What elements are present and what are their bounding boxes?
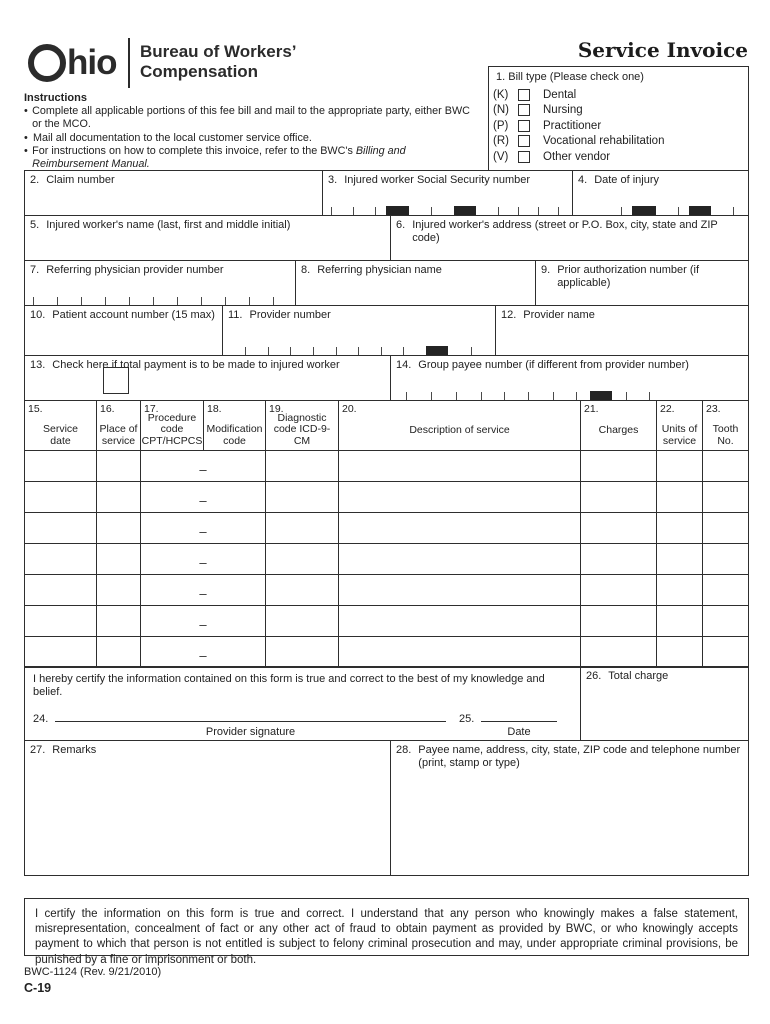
diagnostic-code-cell[interactable] bbox=[265, 512, 339, 544]
col-header-description: 20. Description of service bbox=[338, 400, 581, 451]
form-code: C-19 bbox=[24, 981, 52, 995]
referring-physician-name-field[interactable]: 8. Referring physician name bbox=[295, 260, 536, 306]
service-line-row bbox=[24, 605, 749, 637]
service-date-cell[interactable] bbox=[24, 605, 97, 637]
col-header-service-date: 15. Service date bbox=[24, 400, 97, 451]
col-header-place-of-service: 16. Place of service bbox=[96, 400, 141, 451]
total-charge-field[interactable]: 26. Total charge bbox=[580, 666, 749, 741]
other-vendor-checkbox[interactable] bbox=[518, 151, 530, 163]
description-cell[interactable] bbox=[338, 512, 581, 544]
form-title: Service Invoice bbox=[577, 38, 748, 62]
option-code: (V) bbox=[493, 150, 509, 163]
agency-name bbox=[140, 42, 297, 82]
date-label: Date bbox=[507, 726, 531, 738]
comb-guides bbox=[25, 295, 295, 305]
description-cell[interactable] bbox=[338, 605, 581, 637]
comb-guides bbox=[391, 390, 748, 400]
col-header-procedure-code: 17. Procedure code CPT/HCPCS bbox=[140, 400, 204, 451]
service-line-row bbox=[24, 512, 749, 544]
field-label: Total charge bbox=[608, 670, 669, 682]
procedure-modification-cell[interactable] bbox=[140, 512, 266, 544]
manual-title: Billing and Reimbursement Manual. bbox=[32, 144, 406, 171]
service-date-cell[interactable] bbox=[24, 512, 97, 544]
date-of-injury-field[interactable]: 4. Date of injury bbox=[572, 170, 749, 216]
provider-signature-line[interactable] bbox=[55, 721, 446, 722]
instructions-block bbox=[24, 92, 480, 171]
field-label: Referring physician provider number bbox=[46, 264, 224, 276]
field-label: Prior authorization number (if applicable) bbox=[557, 264, 700, 289]
diagnostic-code-cell[interactable] bbox=[265, 574, 339, 606]
provider-number-field[interactable]: 11. Provider number bbox=[222, 305, 496, 356]
col-header-diagnostic-code: 19. Diagnostic code ICD-9-CM bbox=[265, 400, 339, 451]
units-cell[interactable] bbox=[656, 450, 703, 482]
tooth-cell[interactable] bbox=[702, 574, 749, 606]
charges-cell[interactable] bbox=[580, 481, 657, 513]
instruction-item: • Complete all applicable portions of this fee bill and mail to the appropriate party, either BWC or the MCO. bbox=[24, 105, 470, 131]
dash-block bbox=[590, 391, 612, 400]
payee-name-address-field[interactable]: 28. Payee name, address, city, state, ZIP code and telephone number (print, stamp or type) bbox=[390, 740, 749, 876]
field-label: Provider name bbox=[523, 309, 595, 321]
instruction-item: • For instructions on how to complete this invoice, refer to the BWC's Billing and Reimbursement Manual. bbox=[24, 144, 406, 171]
place-of-service-cell[interactable] bbox=[96, 574, 141, 606]
service-line-row bbox=[24, 543, 749, 575]
fraud-warning-statement: I certify the information on this form is true and correct. I understand that any person who knowingly makes a false statement, misrepresentation, concealment of fact or any other act of fraud to obtain payment as provided by BWC, or who knowingly accepts payment to which that person is not entitled is subject to felony criminal prosecution and may, under appropriate criminal provisions, be punished by a fine or imprisonment or both. bbox=[24, 898, 749, 956]
tooth-cell[interactable] bbox=[702, 512, 749, 544]
col-header-modification-code: 18. Modification code bbox=[203, 400, 266, 451]
place-of-service-cell[interactable] bbox=[96, 543, 141, 575]
units-cell[interactable] bbox=[656, 636, 703, 668]
tooth-cell[interactable] bbox=[702, 605, 749, 637]
description-cell[interactable] bbox=[338, 636, 581, 668]
bill-type-option-dental bbox=[493, 87, 748, 103]
procedure-modification-cell[interactable] bbox=[140, 543, 266, 575]
remarks-field[interactable]: 27. Remarks bbox=[24, 740, 391, 876]
bill-type-box bbox=[488, 66, 749, 171]
procedure-modification-cell[interactable] bbox=[140, 450, 266, 482]
option-label: Practitioner bbox=[543, 119, 602, 132]
field-25-number: 25. bbox=[459, 713, 475, 725]
ohio-logo-text: hio bbox=[67, 43, 117, 82]
payment-to-worker-checkbox[interactable] bbox=[103, 367, 129, 394]
comb-guides bbox=[223, 345, 495, 355]
option-code: (P) bbox=[493, 119, 509, 132]
provider-name-field[interactable]: 12. Provider name bbox=[495, 305, 749, 356]
charges-cell[interactable] bbox=[580, 605, 657, 637]
place-of-service-cell[interactable] bbox=[96, 512, 141, 544]
certification-cell bbox=[24, 666, 581, 741]
certification-statement: I hereby certify the information contained on this form is true and correct to the best of my knowledge and belief. bbox=[33, 673, 545, 698]
field-label: Check here if total payment is to be made to injured worker bbox=[52, 359, 340, 371]
description-cell[interactable] bbox=[338, 481, 581, 513]
field-label: Injured worker's name (last, first and middle initial) bbox=[46, 219, 291, 231]
service-line-row bbox=[24, 481, 749, 513]
code-separator-dash: – bbox=[199, 524, 207, 539]
tooth-cell[interactable] bbox=[702, 481, 749, 513]
bill-type-option-nursing bbox=[493, 103, 748, 119]
field-label: Date of injury bbox=[594, 174, 659, 186]
place-of-service-cell[interactable] bbox=[96, 605, 141, 637]
field-label: Provider number bbox=[249, 309, 331, 321]
injured-worker-name-field[interactable]: 5. Injured worker's name (last, first and middle initial) bbox=[24, 215, 391, 261]
code-separator-dash: – bbox=[199, 462, 207, 477]
dental-checkbox[interactable] bbox=[518, 89, 530, 101]
nursing-checkbox[interactable] bbox=[518, 104, 530, 116]
ohio-logo bbox=[28, 44, 116, 82]
service-date-cell[interactable] bbox=[24, 574, 97, 606]
instruction-item: • Mail all documentation to the local customer service office. bbox=[24, 131, 312, 144]
option-label: Nursing bbox=[543, 104, 583, 117]
bullet-icon: • bbox=[24, 105, 28, 118]
agency-line1: Bureau of Workers’ bbox=[140, 42, 297, 61]
code-separator-dash: – bbox=[199, 648, 207, 663]
group-payee-number-field[interactable]: 14. Group payee number (if different from provider number) bbox=[390, 355, 749, 401]
procedure-modification-cell[interactable] bbox=[140, 574, 266, 606]
charges-cell[interactable] bbox=[580, 450, 657, 482]
field-label: Group payee number (if different from provider number) bbox=[418, 359, 689, 371]
ohio-logo-o-icon bbox=[28, 44, 66, 82]
vocational-rehabilitation-checkbox[interactable] bbox=[518, 135, 530, 147]
diagnostic-code-cell[interactable] bbox=[265, 450, 339, 482]
description-cell[interactable] bbox=[338, 450, 581, 482]
description-cell[interactable] bbox=[338, 574, 581, 606]
diagnostic-code-cell[interactable] bbox=[265, 481, 339, 513]
option-label: Vocational rehabilitation bbox=[543, 135, 665, 148]
units-cell[interactable] bbox=[656, 605, 703, 637]
code-separator-dash: – bbox=[199, 555, 207, 570]
tooth-cell[interactable] bbox=[702, 450, 749, 482]
dash-block bbox=[689, 206, 711, 215]
service-date-cell[interactable] bbox=[24, 543, 97, 575]
diagnostic-code-cell[interactable] bbox=[265, 543, 339, 575]
code-separator-dash: – bbox=[199, 493, 207, 508]
service-date-cell[interactable] bbox=[24, 450, 97, 482]
logo-divider bbox=[128, 38, 130, 88]
provider-signature-label: Provider signature bbox=[205, 726, 296, 738]
form-number: BWC-1124 (Rev. 9/21/2010) bbox=[24, 966, 162, 978]
charges-cell[interactable] bbox=[580, 543, 657, 575]
col-header-units: 22. Units of service bbox=[656, 400, 703, 451]
diagnostic-code-cell[interactable] bbox=[265, 636, 339, 668]
service-line-row bbox=[24, 574, 749, 606]
date-line[interactable] bbox=[481, 721, 557, 722]
instructions-heading: Instructions bbox=[24, 92, 87, 104]
field-label: Injured worker Social Security number bbox=[344, 174, 531, 186]
units-cell[interactable] bbox=[656, 574, 703, 606]
bill-type-option-other-vendor bbox=[493, 149, 748, 165]
col-header-tooth-no: 23. Tooth No. bbox=[702, 400, 749, 451]
claim-number-field[interactable]: 2. Claim number bbox=[24, 170, 323, 216]
field-label: Remarks bbox=[52, 744, 97, 756]
diagnostic-code-cell[interactable] bbox=[265, 605, 339, 637]
agency-line2: Compensation bbox=[140, 62, 259, 81]
charges-cell[interactable] bbox=[580, 636, 657, 668]
field-label: Payee name, address, city, state, ZIP code and telephone number (print, stamp or type) bbox=[418, 744, 741, 769]
dash-block bbox=[632, 206, 656, 215]
place-of-service-cell[interactable] bbox=[96, 481, 141, 513]
bill-type-option-practitioner bbox=[493, 118, 748, 134]
bill-type-option-vocational-rehabilitation bbox=[493, 134, 748, 150]
units-cell[interactable] bbox=[656, 543, 703, 575]
option-code: (N) bbox=[493, 104, 509, 117]
bullet-icon: • bbox=[24, 131, 28, 144]
dash-block bbox=[454, 206, 476, 215]
units-cell[interactable] bbox=[656, 512, 703, 544]
procedure-modification-cell[interactable] bbox=[140, 636, 266, 668]
field-24-number: 24. bbox=[33, 713, 49, 725]
comb-guides bbox=[573, 205, 748, 215]
procedure-modification-cell[interactable] bbox=[140, 605, 266, 637]
description-cell[interactable] bbox=[338, 543, 581, 575]
units-cell[interactable] bbox=[656, 481, 703, 513]
tooth-cell[interactable] bbox=[702, 636, 749, 668]
tooth-cell[interactable] bbox=[702, 543, 749, 575]
col-header-charges: 21. Charges bbox=[580, 400, 657, 451]
field-label: Referring physician name bbox=[317, 264, 442, 276]
dash-block bbox=[426, 346, 448, 355]
option-label: Other vendor bbox=[543, 150, 611, 163]
service-date-cell[interactable] bbox=[24, 636, 97, 668]
field-label: Patient account number (15 max) bbox=[52, 309, 215, 321]
field-label: Injured worker's address (street or P.O. Box, city, state and ZIP code) bbox=[412, 219, 718, 244]
injured-worker-address-field[interactable]: 6. Injured worker's address (street or P.O. Box, city, state and ZIP code) bbox=[390, 215, 749, 261]
procedure-modification-cell[interactable] bbox=[140, 481, 266, 513]
option-code: (K) bbox=[493, 88, 509, 101]
place-of-service-cell[interactable] bbox=[96, 636, 141, 668]
field-label: Claim number bbox=[46, 174, 115, 186]
patient-account-number-field[interactable]: 10. Patient account number (15 max) bbox=[24, 305, 223, 356]
charges-cell[interactable] bbox=[580, 512, 657, 544]
referring-physician-number-field[interactable]: 7. Referring physician provider number bbox=[24, 260, 296, 306]
practitioner-checkbox[interactable] bbox=[518, 120, 530, 132]
ssn-field[interactable]: 3. Injured worker Social Security number bbox=[322, 170, 573, 216]
code-separator-dash: – bbox=[199, 586, 207, 601]
option-label: Dental bbox=[543, 88, 577, 101]
bullet-icon: • bbox=[24, 144, 28, 157]
service-line-row bbox=[24, 450, 749, 482]
code-separator-dash: – bbox=[199, 617, 207, 632]
charges-cell[interactable] bbox=[580, 574, 657, 606]
service-date-cell[interactable] bbox=[24, 481, 97, 513]
option-code: (R) bbox=[493, 135, 509, 148]
service-line-row bbox=[24, 636, 749, 668]
dash-block bbox=[386, 206, 409, 215]
payment-to-worker-field: 13. Check here if total payment is to be made to injured worker bbox=[24, 355, 391, 401]
prior-authorization-field[interactable]: 9. Prior authorization number (if applicable) bbox=[535, 260, 749, 306]
bill-type-title: 1. Bill type (Please check one) bbox=[496, 71, 644, 83]
place-of-service-cell[interactable] bbox=[96, 450, 141, 482]
comb-guides bbox=[323, 205, 572, 215]
